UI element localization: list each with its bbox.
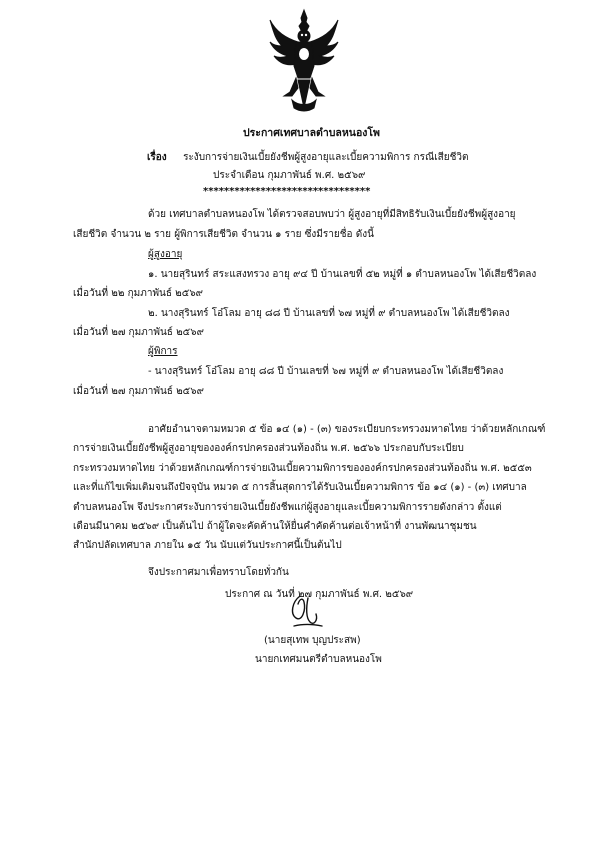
authority-line-5: ตำบลหนองโพ จึงประกาศระงับการจ่ายเงินเบี้ยยังชีพแก่ผู้สูงอายุและเบี้ยความพิการรายดังกล่าว ตั้งแต่ bbox=[73, 502, 502, 513]
announcement-title: ประกาศเทศบาลตำบลหนองโพ bbox=[243, 127, 380, 139]
header-divider: ******************************** bbox=[203, 186, 371, 197]
signer-name: (นายสุเทพ บุญประสพ) bbox=[264, 635, 361, 646]
elderly-item-1-line-1: ๑. นายสุรินทร์ สระแสงทรวง อายุ ๙๔ ปี บ้านเลขที่ ๕๒ หมู่ที่ ๑ ตำบลหนองโพ ได้เสียชีวิตลง bbox=[148, 269, 537, 280]
authority-line-1: อาศัยอำนาจตามหมวด ๕ ข้อ ๑๔ (๑) - (๓) ของระเบียบกระทรวงมหาดไทย ว่าด้วยหลักเกณฑ์ bbox=[148, 424, 546, 435]
elderly-item-1-line-2: เมื่อวันที่ ๒๒ กุมภาพันธ์ ๒๕๖๙ bbox=[73, 288, 203, 299]
garuda-emblem-icon bbox=[268, 8, 340, 118]
authority-line-6: เดือนมีนาคม ๒๕๖๙ เป็นต้นไป ถ้าผู้ใดจะคัดค้านให้ยื่นคำคัดค้านต่อเจ้าหน้าที่ งานพัฒนาชุมชน bbox=[73, 521, 477, 532]
disabled-item-1-line-2: เมื่อวันที่ ๒๗ กุมภาพันธ์ ๒๕๖๙ bbox=[73, 386, 204, 397]
closing-text: จึงประกาศมาเพื่อทราบโดยทั่วกัน bbox=[148, 567, 289, 578]
authority-line-7: สำนักปลัดเทศบาล ภายใน ๑๕ วัน นับแต่วันประกาศนี้เป็นต้นไป bbox=[73, 540, 342, 551]
authority-line-2: การจ่ายเงินเบี้ยยังชีพผู้สูงอายุขององค์กรปกครองส่วนท้องถิ่น พ.ศ. ๒๕๖๖ ประกอบกับระเบียบ bbox=[73, 443, 464, 454]
authority-line-4: และที่แก้ไขเพิ่มเติมจนถึงปัจจุบัน หมวด ๕ การสิ้นสุดการได้รับเงินเบี้ยความพิการ ข้อ ๑๔ (๑) - (๓) เทศบาล bbox=[73, 482, 527, 493]
disabled-item-1-line-1: - นางสุรินทร์ โอ๋โลม อายุ ๘๘ ปี บ้านเลขที่ ๖๗ หมู่ที่ ๙ ตำบลหนองโพ ได้เสียชีวิตลง bbox=[148, 366, 504, 377]
authority-line-3: กระทรวงมหาดไทย ว่าด้วยหลักเกณฑ์การจ่ายเงินเบี้ยความพิการขององค์กรปกครองส่วนท้องถิ่น พ.ศ. ๒๕๕๓ bbox=[73, 463, 532, 474]
elderly-heading: ผู้สูงอายุ bbox=[148, 249, 183, 260]
subject-text: ระงับการจ่ายเงินเบี้ยยังชีพผู้สูงอายุและเบี้ยความพิการ กรณีเสียชีวิต bbox=[183, 152, 469, 163]
intro-line-1: ด้วย เทศบาลตำบลหนองโพ ได้ตรวจสอบพบว่า ผู้สูงอายุที่มีสิทธิรับเงินเบี้ยยังชีพผู้สูงอายุ bbox=[148, 209, 516, 220]
announcement-month: ประจำเดือน กุมภาพันธ์ พ.ศ. ๒๕๖๙ bbox=[213, 170, 366, 181]
elderly-item-2-line-1: ๒. นางสุรินทร์ โอ๋โลม อายุ ๘๘ ปี บ้านเลขที่ ๖๗ หมู่ที่ ๙ ตำบลหนองโพ ได้เสียชีวิตลง bbox=[148, 308, 510, 319]
elderly-item-2-line-2: เมื่อวันที่ ๒๗ กุมภาพันธ์ ๒๕๖๙ bbox=[73, 327, 204, 338]
signature-mark bbox=[270, 592, 340, 632]
signer-position: นายกเทศมนตรีตำบลหนองโพ bbox=[255, 654, 382, 665]
intro-line-2: เสียชีวิต จำนวน ๒ ราย ผู้พิการเสียชีวิต จำนวน ๑ ราย ซึ่งมีรายชื่อ ดังนี้ bbox=[73, 229, 374, 240]
announcement-date: ประกาศ ณ วันที่ ๒๗ กุมภาพันธ์ พ.ศ. ๒๕๖๙ bbox=[225, 589, 414, 600]
subject-line bbox=[147, 151, 469, 164]
subject-label: เรื่อง bbox=[147, 152, 167, 163]
disabled-heading: ผู้พิการ bbox=[148, 346, 178, 357]
